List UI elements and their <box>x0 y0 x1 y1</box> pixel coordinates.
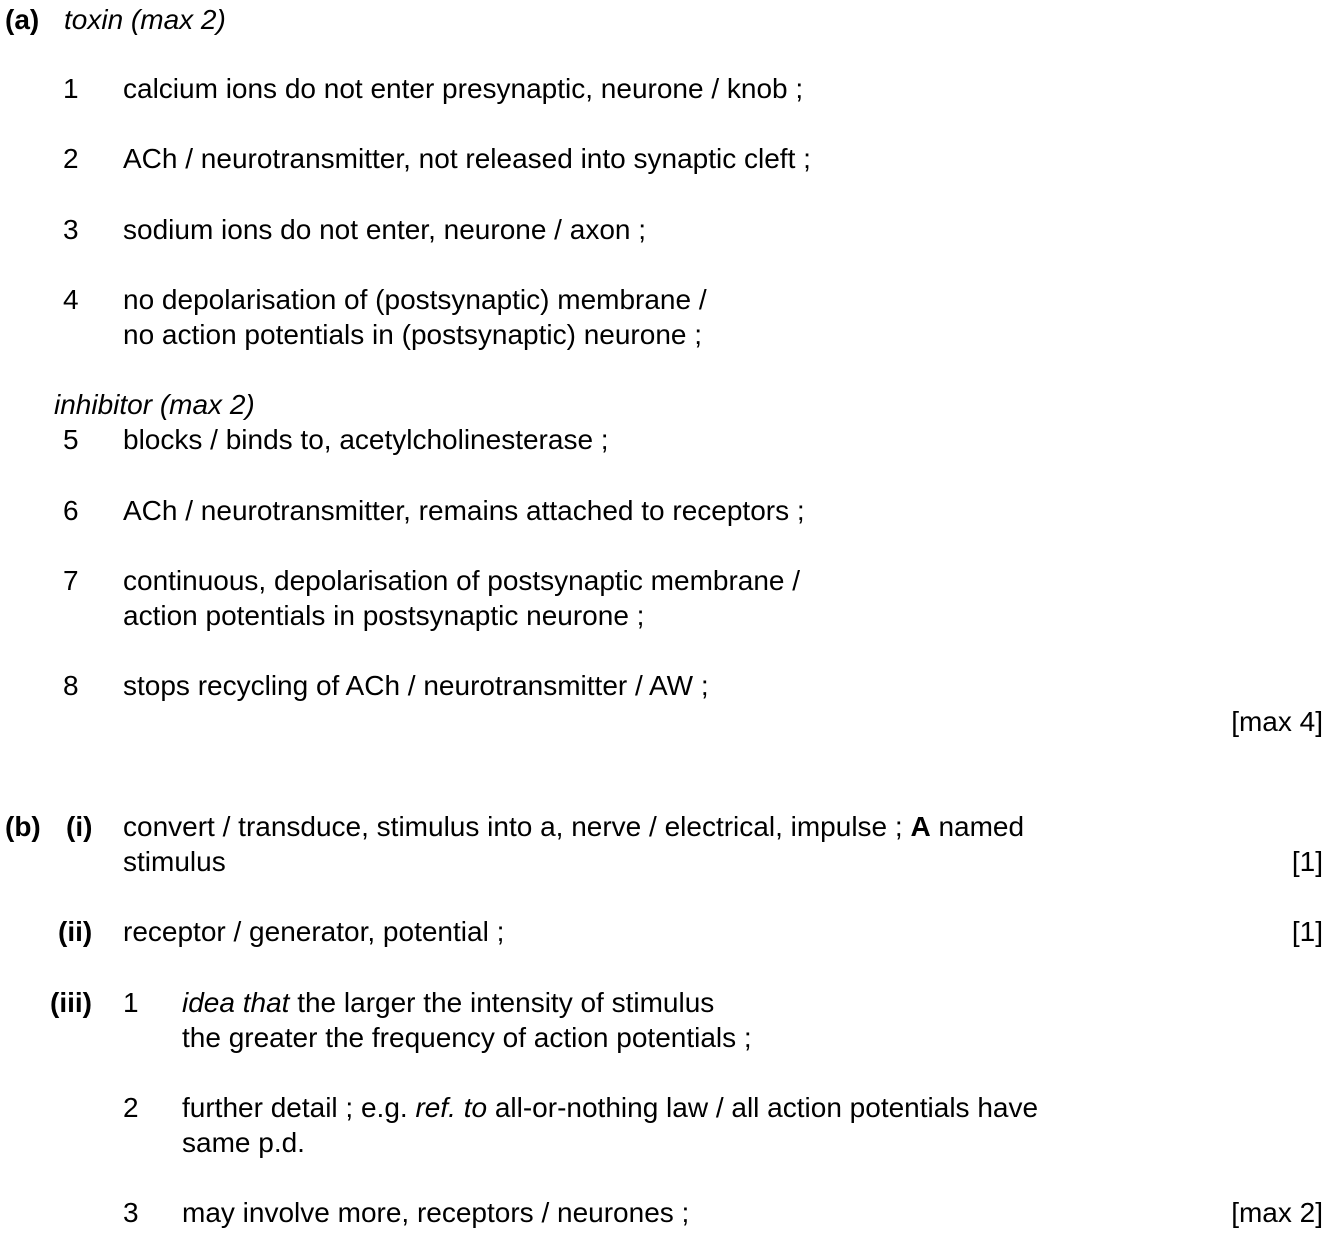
answer-b-i-line1: convert / transduce, stimulus into a, nerve / electrical, impulse ; A named <box>123 811 1025 842</box>
marks-b-i: [1] <box>1291 846 1323 877</box>
sub-part-ii-label: (ii) <box>58 916 93 947</box>
point-text: ACh / neurotransmitter, not released into synaptic cleft ; <box>123 143 811 174</box>
point-text: blocks / binds to, acetylcholinesterase ; <box>123 424 609 455</box>
point-text: calcium ions do not enter presynaptic, neurone / knob ; <box>123 73 804 104</box>
part-a-label: (a) <box>5 4 40 35</box>
marks-b-iii: [max 2] <box>1231 1197 1323 1228</box>
point-number: 3 <box>63 214 79 245</box>
point-text: sodium ions do not enter, neurone / axon ; <box>123 214 647 245</box>
answer-b-iii-2-line2: same p.d. <box>182 1127 305 1158</box>
point-number: 2 <box>63 143 79 174</box>
point-text: no depolarisation of (postsynaptic) membrane / <box>123 284 707 315</box>
point-text: ACh / neurotransmitter, remains attached to receptors ; <box>123 495 805 526</box>
point-text-continued: action potentials in postsynaptic neurone ; <box>123 600 645 631</box>
marks-a: [max 4] <box>1231 706 1323 737</box>
point-number: 3 <box>123 1197 139 1228</box>
inhibitor-heading: inhibitor (max 2) <box>54 389 255 420</box>
point-number: 6 <box>63 495 79 526</box>
answer-b-iii-3: may involve more, receptors / neurones ; <box>182 1197 690 1228</box>
answer-b-iii-2-line1: further detail ; e.g. ref. to all-or-nothing law / all action potentials have <box>182 1092 1039 1123</box>
point-number: 4 <box>63 284 79 315</box>
part-b-label: (b) <box>5 811 41 842</box>
marks-b-ii: [1] <box>1291 916 1323 947</box>
answer-b-ii: receptor / generator, potential ; <box>123 916 505 947</box>
point-number: 1 <box>123 987 139 1018</box>
point-number: 8 <box>63 670 79 701</box>
point-number: 5 <box>63 424 79 455</box>
answer-b-iii-1-line2: the greater the frequency of action potentials ; <box>182 1022 752 1053</box>
answer-b-iii-1-line1: idea that the larger the intensity of stimulus <box>182 987 715 1018</box>
point-text-continued: no action potentials in (postsynaptic) neurone ; <box>123 319 703 350</box>
sub-part-i-label: (i) <box>66 811 93 842</box>
toxin-heading: toxin (max 2) <box>64 4 226 35</box>
answer-b-i-line2: stimulus <box>123 846 226 877</box>
point-text: stops recycling of ACh / neurotransmitter / AW ; <box>123 670 709 701</box>
point-number: 7 <box>63 565 79 596</box>
point-number: 2 <box>123 1092 139 1123</box>
point-text: continuous, depolarisation of postsynaptic membrane / <box>123 565 801 596</box>
sub-part-iii-label: (iii) <box>50 987 92 1018</box>
point-number: 1 <box>63 73 79 104</box>
